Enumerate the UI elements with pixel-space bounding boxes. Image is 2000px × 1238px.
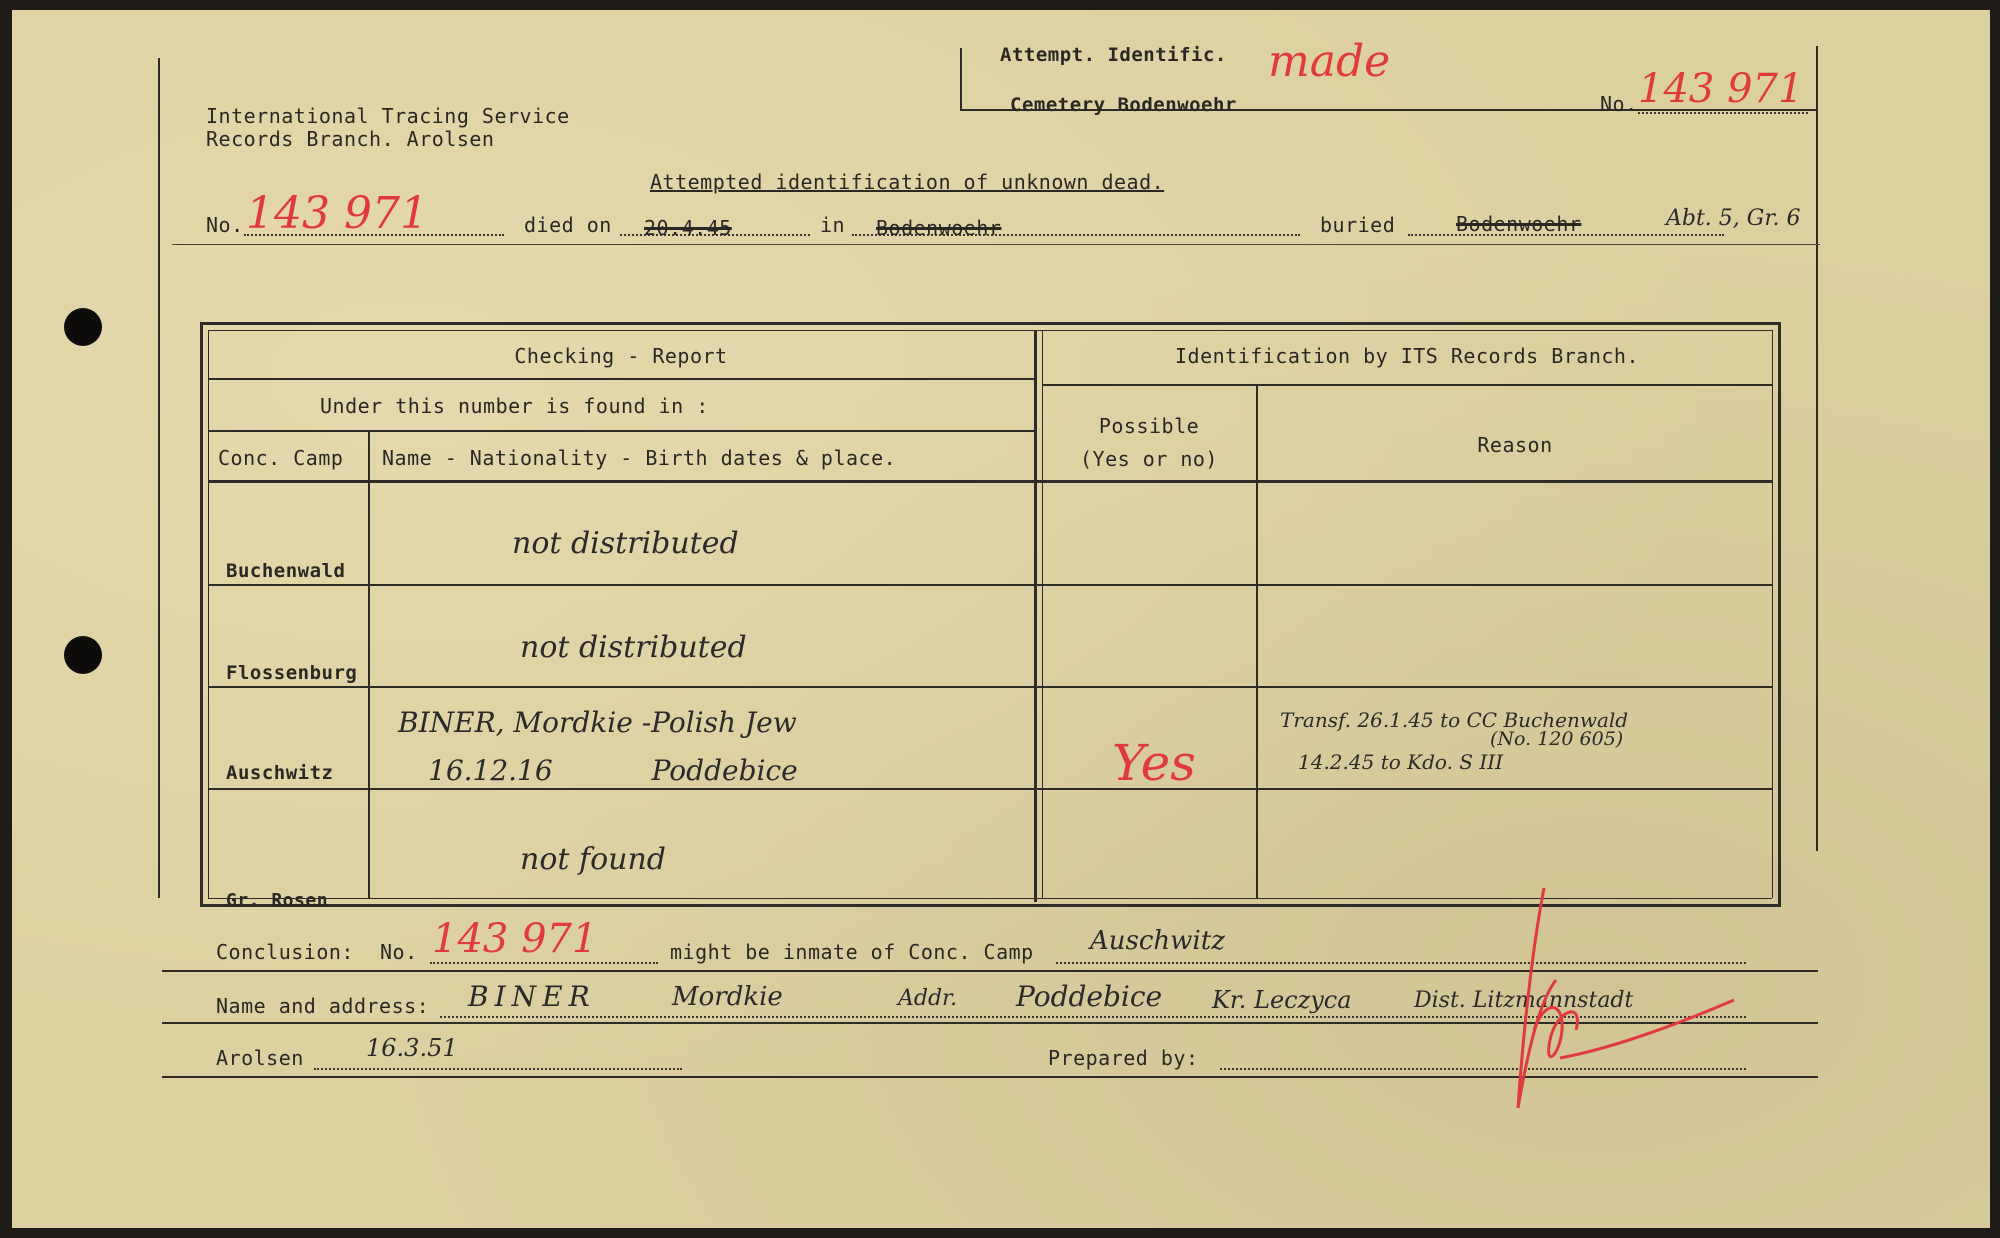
org-line-1: International Tracing Service [206,104,570,128]
row-camp: Flossenburg [226,662,358,684]
identification-header: Identification by ITS Records Branch. [1174,344,1640,368]
died-value: 20.4.45 [644,216,732,240]
attempt-value: made [1268,36,1391,87]
col-name-header: Name - Nationality - Birth dates & place. [382,446,897,470]
attempt-label: Attempt. Identific. [1000,44,1227,66]
conclusion-no-dots [430,962,658,964]
conclusion-no-label: No. [380,940,418,964]
col-reason-header: Reason [1477,433,1553,457]
punch-hole-bottom [64,636,102,674]
in-value: Bodenwoehr [876,216,1002,240]
footer-date-dots [314,1068,682,1070]
row-camp: Buchenwald [226,560,346,582]
row-camp: Gr. Rosen [226,890,329,911]
red-initials-signature [1504,880,1744,1120]
checking-header-rule [208,378,1034,380]
record-no-label: No. [206,213,244,237]
col-possible-header-2: (Yes or no) [1080,447,1218,471]
punch-hole-top [64,308,102,346]
name-surname: BINER [468,980,596,1013]
row-rule-3 [208,788,1772,790]
row-entry: not found [520,842,666,877]
column-header-rule [208,480,1772,483]
conclusion-label: Conclusion: [216,940,354,964]
address-dist: Dist. Litzmannstadt [1414,988,1634,1013]
row-entry-2: 16.12.16 Poddebice [428,754,798,787]
address-label: Addr. [898,986,958,1011]
row-camp: Auschwitz [226,762,334,784]
table-left [200,322,203,907]
row-reason-3: 14.2.45 to Kdo. S III [1298,750,1504,774]
conclusion-no-value: 143 971 [432,916,598,962]
org-line-2: Records Branch. Arolsen [206,127,495,151]
found-in-header: Under this number is found in : [320,394,709,418]
row-reason-2: (No. 120 605) [1490,728,1624,750]
col-possible-header-1: Possible [1098,414,1200,438]
form-title: Attempted identification of unknown dead. [650,170,1165,194]
header-box-left [960,48,962,110]
conclusion-camp-value: Auschwitz [1090,926,1225,956]
died-label: died on [524,213,612,237]
address-district: Kr. Leczyca [1212,986,1352,1014]
row-entry: BINER, Mordkie -Polish Jew [398,706,797,739]
row-rule-2 [208,686,1772,688]
buried-value: Bodenwoehr [1456,212,1582,236]
identification-header-rule [1042,384,1772,386]
section-divider [1034,330,1037,902]
table-inner-right [1772,330,1773,898]
row-reason-1: Transf. 26.1.45 to CC Buchenwald [1280,708,1629,732]
record-no-value: 143 971 [246,188,428,239]
address-place: Poddebice [1016,980,1163,1013]
left-margin-rule [158,58,160,898]
card-no-label: No. [1600,92,1638,116]
checking-report-header: Checking - Report [514,344,728,368]
name-firstname: Mordkie [672,982,783,1012]
record-underline [172,244,1820,245]
prepared-by-label: Prepared by: [1048,1046,1199,1070]
name-address-label: Name and address: [216,994,430,1018]
found-in-rule [208,430,1034,432]
card-no-value: 143 971 [1638,66,1804,112]
right-margin-rule [1816,46,1818,851]
row-entry: not distributed [520,630,747,665]
cemetery-label: Cemetery Bodenwoehr [1010,94,1237,116]
footer-date: 16.3.51 [366,1034,458,1062]
table-right [1778,322,1781,907]
index-card [12,10,1990,1228]
table-top [200,322,1780,325]
conclusion-middle: might be inmate of Conc. Camp [670,940,1034,964]
camp-divider [368,430,370,898]
row-possible: Yes [1112,734,1196,792]
table-inner-left [208,330,209,898]
grave-location: Abt. 5, Gr. 6 [1666,206,1801,231]
possible-divider [1256,384,1258,898]
card-no-dots [1638,112,1808,114]
col-camp-header: Conc. Camp [218,446,344,470]
table-inner-top [208,330,1772,331]
row-rule-1 [208,584,1772,586]
in-label: in [820,213,846,237]
buried-label: buried [1320,213,1396,237]
footer-place-label: Arolsen [216,1046,304,1070]
row-entry: not distributed [512,526,739,561]
